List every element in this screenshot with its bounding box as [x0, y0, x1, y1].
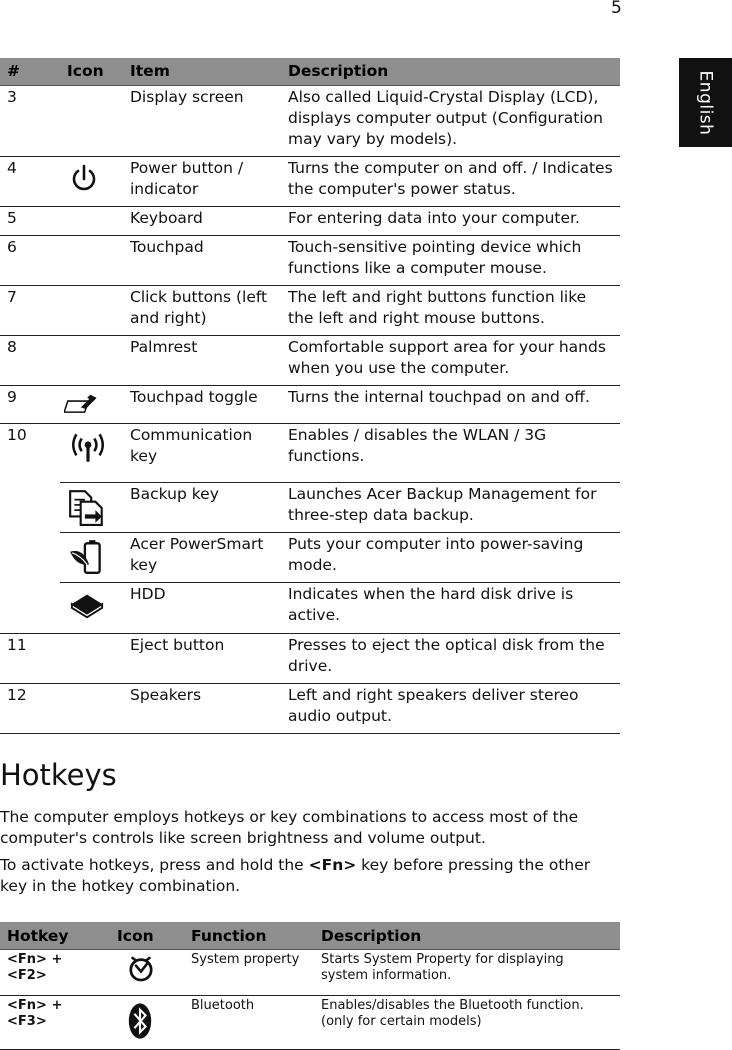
powersmart-leaf-icon [64, 537, 110, 577]
hdd-icon [64, 587, 110, 623]
row-icon [60, 533, 123, 583]
table-row [0, 286, 620, 336]
row-num: 7 [0, 286, 60, 336]
hotkey-function: System property [184, 950, 314, 996]
header-icon: Icon [60, 58, 123, 86]
row-description: The left and right buttons function like the left and right mouse buttons. [281, 286, 620, 336]
header-description: Description [281, 58, 620, 86]
row-item: Communication key [123, 424, 281, 483]
row-num: 11 [0, 634, 60, 684]
table-row [0, 634, 620, 684]
table-row [0, 236, 620, 286]
row-icon [60, 424, 123, 483]
row-item: HDD [123, 583, 281, 634]
row-num: 12 [0, 684, 60, 734]
hotkey-table [0, 922, 620, 1050]
row-icon-empty [60, 236, 123, 286]
row-num: 8 [0, 336, 60, 386]
instruction-text-end: key before pressing the other key in the hotkey combination. [0, 856, 591, 895]
section-title: Hotkeys [0, 758, 117, 792]
row-icon [60, 483, 123, 533]
row-icon-empty [60, 86, 123, 157]
row-description: Launches Acer Backup Management for three-step data backup. [281, 483, 620, 533]
row-description: Also called Liquid-Crystal Display (LCD), displays computer output (Configuration may vary by models). [281, 86, 620, 157]
language-tab-label: English [695, 70, 716, 135]
table-row [0, 336, 620, 386]
row-num: 6 [0, 236, 60, 286]
row-icon [60, 386, 123, 424]
wireless-communication-icon [64, 428, 112, 468]
header-hotkey: Hotkey [0, 922, 110, 950]
row-item: Display screen [123, 86, 281, 157]
table-row [0, 533, 620, 583]
row-num: 3 [0, 86, 60, 157]
header-num: # [0, 58, 60, 86]
header-description: Description [314, 922, 620, 950]
row-description: For entering data into your computer. [281, 207, 620, 236]
hotkey-description: Enables/disables the Bluetooth function. (only for certain models) [314, 996, 620, 1050]
system-property-icon [124, 952, 158, 986]
row-description: Enables / disables the WLAN / 3G functions. [281, 424, 620, 483]
row-num: 10 [0, 424, 60, 634]
row-icon [60, 157, 123, 207]
row-icon-empty [60, 207, 123, 236]
table-row [0, 996, 620, 1050]
row-icon-empty [60, 336, 123, 386]
instruction-paragraph [0, 855, 620, 897]
row-item: Keyboard [123, 207, 281, 236]
row-item: Click buttons (left and right) [123, 286, 281, 336]
row-item: Speakers [123, 684, 281, 734]
bluetooth-icon [124, 998, 156, 1044]
table-row [0, 583, 620, 634]
row-icon-empty [60, 684, 123, 734]
row-item: Touchpad [123, 236, 281, 286]
table-row [0, 483, 620, 533]
row-num: 9 [0, 386, 60, 424]
row-icon [60, 583, 123, 634]
table-row [0, 207, 620, 236]
row-description: Indicates when the hard disk drive is active. [281, 583, 620, 634]
hotkey-description: Starts System Property for displaying system information. [314, 950, 620, 996]
table-header-row [0, 58, 620, 86]
touchpad-toggle-icon [64, 390, 104, 420]
table-header-row [0, 922, 620, 950]
row-item: Eject button [123, 634, 281, 684]
table-row [0, 950, 620, 996]
backup-icon [64, 487, 110, 527]
header-item: Item [123, 58, 281, 86]
row-icon-empty [60, 634, 123, 684]
table-row [0, 86, 620, 157]
header-icon: Icon [110, 922, 184, 950]
row-item: Acer PowerSmart key [123, 533, 281, 583]
hotkey-combination: <Fn> + <F3> [0, 996, 110, 1050]
row-item: Backup key [123, 483, 281, 533]
fn-key-label: <Fn> [308, 856, 357, 874]
header-function: Function [184, 922, 314, 950]
row-item: Palmrest [123, 336, 281, 386]
row-description: Puts your computer into power-saving mode. [281, 533, 620, 583]
page-number: 5 [611, 0, 622, 18]
table-row [0, 157, 620, 207]
row-description: Turns the internal touchpad on and off. [281, 386, 620, 424]
hotkey-function: Bluetooth [184, 996, 314, 1050]
power-icon [64, 161, 104, 199]
row-description: Comfortable support area for your hands when you use the computer. [281, 336, 620, 386]
hotkey-combination: <Fn> + <F2> [0, 950, 110, 996]
row-icon-empty [60, 286, 123, 336]
row-item: Touchpad toggle [123, 386, 281, 424]
language-tab [679, 58, 732, 147]
table-row [0, 386, 620, 424]
table-row [0, 424, 620, 483]
row-icon [110, 950, 184, 996]
table-row [0, 684, 620, 734]
row-description: Presses to eject the optical disk from the drive. [281, 634, 620, 684]
row-description: Touch-sensitive pointing device which functions like a computer mouse. [281, 236, 620, 286]
row-description: Left and right speakers deliver stereo audio output. [281, 684, 620, 734]
instruction-text-start: To activate hotkeys, press and hold the [0, 856, 309, 874]
row-icon [110, 996, 184, 1050]
intro-paragraph: The computer employs hotkeys or key combinations to access most of the computer's controls like screen brightness and volume output. [0, 808, 579, 847]
row-num: 4 [0, 157, 60, 207]
row-description: Turns the computer on and off. / Indicates the computer's power status. [281, 157, 620, 207]
row-num: 5 [0, 207, 60, 236]
row-item: Power button / indicator [123, 157, 281, 207]
parts-table [0, 58, 620, 734]
